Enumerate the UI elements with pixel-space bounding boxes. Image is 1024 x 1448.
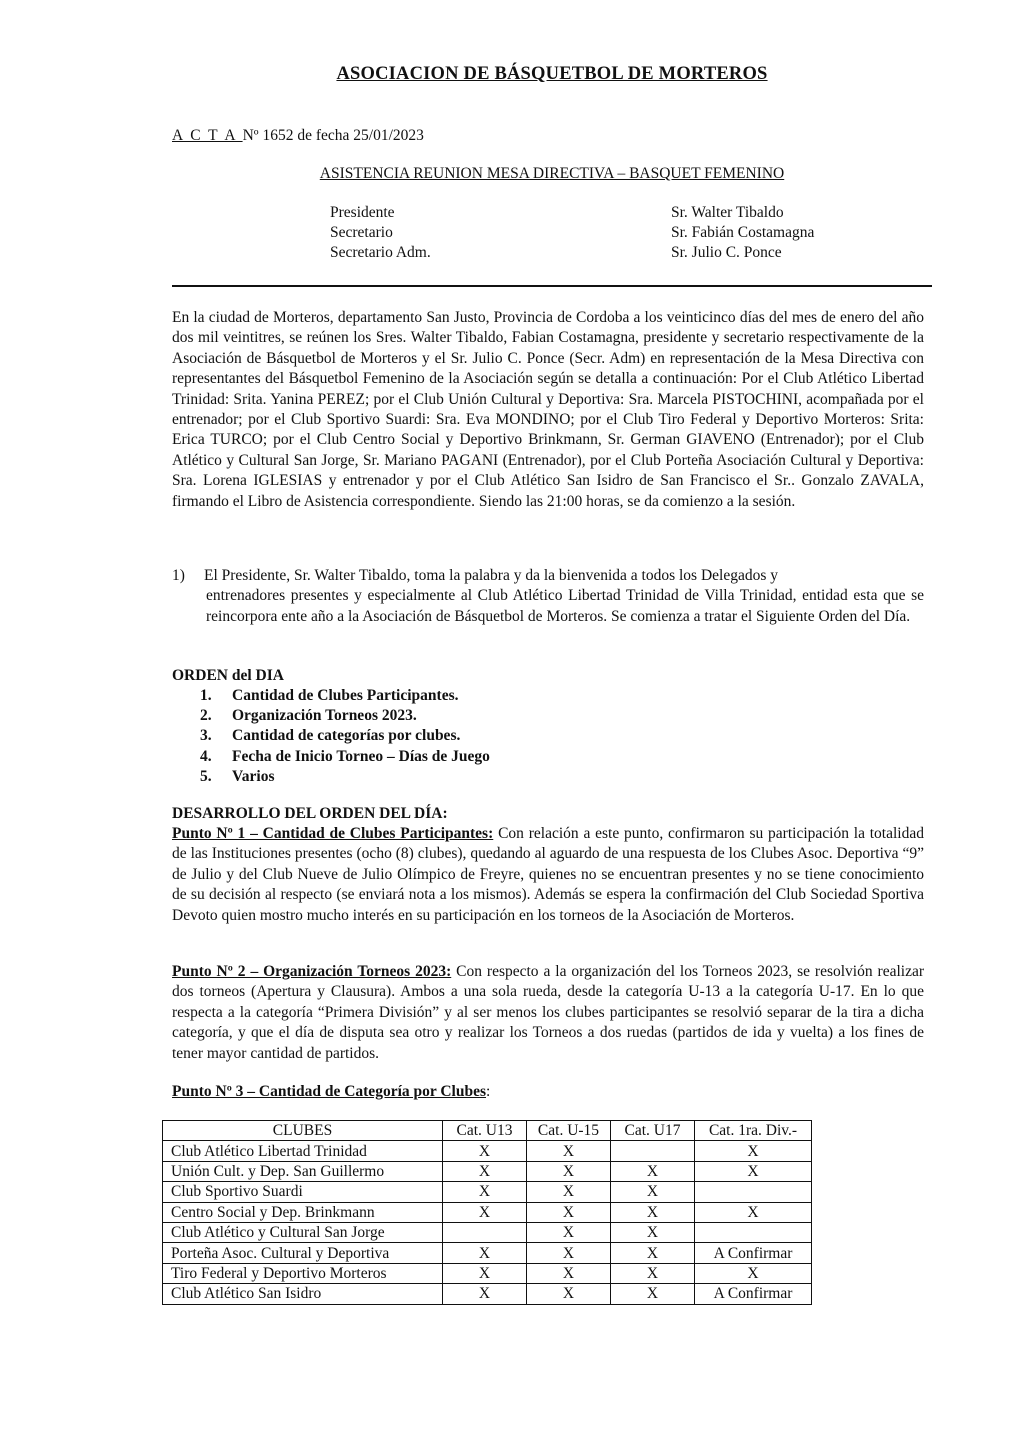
header-divider — [172, 285, 932, 287]
club-name-cell: Club Sportivo Suardi — [163, 1182, 443, 1202]
club-name-cell: Club Atlético y Cultural San Jorge — [163, 1222, 443, 1242]
col-header-u13: Cat. U13 — [443, 1121, 527, 1141]
role-row — [330, 203, 890, 223]
categories-table — [162, 1120, 812, 1305]
category-cell: X — [527, 1161, 611, 1181]
agenda-item-number: 2. — [200, 707, 212, 725]
agenda-item-text: Varios — [232, 767, 275, 785]
agenda-item — [200, 747, 490, 767]
category-cell — [443, 1222, 527, 1242]
role-name: Sr. Fabián Costamagna — [671, 224, 815, 242]
role-row — [330, 223, 890, 243]
meeting-subtitle: ASISTENCIA REUNION MESA DIRECTIVA – BASQUET FEMENINO — [319, 165, 785, 182]
item-1-first-line: El Presidente, Sr. Walter Tibaldo, toma la palabra y da la bienvenida a todos los Delegados y — [204, 567, 778, 584]
agenda-item-text: Organización Torneos 2023. — [232, 707, 417, 725]
acta-number — [172, 126, 424, 146]
item-1-number: 1) — [172, 567, 185, 584]
club-name-cell: Tiro Federal y Deportivo Morteros — [163, 1263, 443, 1283]
table-row — [163, 1161, 812, 1181]
agenda-list — [200, 686, 490, 787]
development-heading: DESARROLLO DEL ORDEN DEL DÍA: — [172, 805, 448, 822]
role-title: Secretario — [330, 224, 393, 242]
category-cell: X — [611, 1263, 695, 1283]
col-header-1ra: Cat. 1ra. Div.- — [695, 1121, 812, 1141]
category-cell: X — [611, 1182, 695, 1202]
agenda-item-number: 5. — [200, 767, 212, 785]
point-3-heading — [172, 1082, 924, 1102]
col-header-clubes: CLUBES — [163, 1121, 443, 1141]
category-cell: X — [695, 1161, 812, 1181]
category-cell — [695, 1182, 812, 1202]
item-1-rest: entrenadores presentes y especialmente al Club Atlético Libertad Trinidad de Villa Trinidad, entidad esta que se reincorpora ente año a la Asociación de Básquetbol de Morteros. Se comienza a tratar el Siguiente Orden del Día. — [206, 587, 924, 625]
point-3-colon: : — [486, 1083, 491, 1100]
club-name-cell: Club Atlético Libertad Trinidad — [163, 1141, 443, 1161]
category-cell: X — [443, 1202, 527, 1222]
table-row — [163, 1243, 812, 1263]
point-2-title: Punto Nº 2 – Organización Torneos 2023: — [172, 963, 452, 980]
point-2-text: Con respecto a la organización del los Torneos 2023, se resolvión realizar dos torneos (Apertura y Clausura). Ambos a una sola rueda, desde la categoría U-13 a la categoría U-17. En lo que respecta a la categoría “Primera División” y al ser menos los clubes participantes se resolvió separar de la tira a dicha categoría, y que el día de disputa sea otro y realizar los Torneos a dos ruedas (partidos de ida y vuelta) a los fines de tener mayor cantidad de partidos. — [172, 963, 924, 1062]
category-cell — [695, 1222, 812, 1242]
table-row — [163, 1202, 812, 1222]
agenda-item-text: Cantidad de categorías por clubes. — [232, 727, 461, 745]
category-cell: X — [443, 1243, 527, 1263]
category-cell: A Confirmar — [695, 1243, 812, 1263]
category-cell: X — [527, 1263, 611, 1283]
table-row — [163, 1141, 812, 1161]
category-cell: X — [443, 1284, 527, 1304]
point-1-paragraph — [172, 824, 924, 926]
acta-label: A C T A — [172, 127, 243, 144]
category-cell: X — [611, 1202, 695, 1222]
category-cell: X — [611, 1284, 695, 1304]
category-cell: X — [527, 1243, 611, 1263]
category-cell: X — [443, 1263, 527, 1283]
category-cell: X — [527, 1141, 611, 1161]
category-cell: X — [695, 1141, 812, 1161]
table-row — [163, 1222, 812, 1242]
agenda-item-number: 1. — [200, 687, 212, 704]
col-header-u15: Cat. U-15 — [527, 1121, 611, 1141]
table-row — [163, 1263, 812, 1283]
category-cell: X — [611, 1243, 695, 1263]
point-1-title: Punto Nº 1 – Cantidad de Clubes Participantes: — [172, 825, 494, 842]
agenda-item — [200, 767, 490, 787]
role-name: Sr. Walter Tibaldo — [671, 204, 784, 221]
category-cell: X — [527, 1182, 611, 1202]
table-header-row — [163, 1121, 812, 1141]
category-cell: X — [527, 1284, 611, 1304]
club-name-cell: Club Atlético San Isidro — [163, 1284, 443, 1304]
category-cell: A Confirmar — [695, 1284, 812, 1304]
category-cell: X — [611, 1161, 695, 1181]
category-cell: X — [611, 1222, 695, 1242]
category-cell — [611, 1141, 695, 1161]
role-name: Sr. Julio C. Ponce — [671, 244, 782, 262]
agenda-heading: ORDEN del DIA — [172, 667, 284, 684]
category-cell: X — [443, 1161, 527, 1181]
club-name-cell: Porteña Asoc. Cultural y Deportiva — [163, 1243, 443, 1263]
agenda-item-text: Cantidad de Clubes Participantes. — [232, 687, 459, 704]
document-title: ASOCIACION DE BÁSQUETBOL DE MORTEROS — [336, 64, 768, 84]
role-title: Presidente — [330, 204, 395, 221]
category-cell: X — [443, 1141, 527, 1161]
club-name-cell: Centro Social y Dep. Brinkmann — [163, 1202, 443, 1222]
agenda-item-number: 4. — [200, 747, 212, 765]
category-cell: X — [527, 1202, 611, 1222]
agenda-item — [200, 706, 490, 726]
intro-paragraph: En la ciudad de Morteros, departamento San Justo, Provincia de Cordoba a los veinticinco días del mes de enero del año dos mil veintitres, se reúnen los Sres. Walter Tibaldo, Fabian Costamagna, presidente y secretario respectivamente de la Asociación de Básquetbol de Morteros y el Sr. Julio C. Ponce (Secr. Adm) en representación de la Mesa Directiva con representantes del Básquetbol Femenino de la Asociación según se detalla a continuación: Por el Club Atlético Libertad Trinidad: Srita. Yanina PEREZ; por el Club Unión Cultural y Deportiva: Sra. Marcela PISTOCHINI, acompañada por el entrenador; por el Club Sportivo Suardi: Sra. Eva MONDINO; por el Club Tiro Federal y Deportivo Morteros: Srita: Erica TURCO; por el Club Centro Social y Deportivo Brinkmann, Sr. German GIAVENO (Entrenador); por el Club Atlético y Cultural San Jorge, Sr. Mariano PAGANI (Entrenador), por el Club Porteña Asociación Cultural y Deportiva: Sra. Lorena IGLESIAS y entrenador y por el Club Atlético San Isidro de San Francisco el Sr.. Gonzalo ZAVALA, firmando el Libro de Asistencia correspondiente. Siendo las 21:00 horas, se da comienzo a la sesión. — [172, 309, 924, 510]
agenda-item — [200, 686, 490, 706]
col-header-u17: Cat. U17 — [611, 1121, 695, 1141]
item-1-paragraph — [172, 566, 924, 627]
acta-number-date: Nº 1652 de fecha 25/01/2023 — [242, 127, 424, 144]
point-2-paragraph — [172, 962, 924, 1064]
table-row — [163, 1284, 812, 1304]
agenda-item-number: 3. — [200, 727, 212, 745]
role-title: Secretario Adm. — [330, 244, 431, 262]
club-name-cell: Unión Cult. y Dep. San Guillermo — [163, 1161, 443, 1181]
category-cell: X — [443, 1182, 527, 1202]
point-1-text: Con relación a este punto, confirmaron su participación la totalidad de las Instituciones presentes (ocho (8) clubes), quedando al aguardo de una respuesta de los Clubes Asoc. Deportiva “9” de Julio y del Club Nueve de Julio Olímpico de Freyre, quienes no se encuentran presentes y no se tiene conocimiento de su decisión al respecto (se enviará nota a los mismos). Además se espera la confirmación del Club Sociedad Sportiva Devoto quien mostro mucho interés en su participación en los torneos de la Asociación de Morteros. — [172, 825, 924, 924]
category-cell: X — [527, 1222, 611, 1242]
point-3-title: Punto Nº 3 – Cantidad de Categoría por Clubes — [172, 1083, 486, 1100]
category-cell: X — [695, 1263, 812, 1283]
table-row — [163, 1182, 812, 1202]
agenda-item — [200, 726, 490, 746]
category-cell: X — [695, 1202, 812, 1222]
board-roles — [330, 203, 890, 264]
role-row — [330, 243, 890, 263]
agenda-item-text: Fecha de Inicio Torneo – Días de Juego — [232, 747, 490, 765]
